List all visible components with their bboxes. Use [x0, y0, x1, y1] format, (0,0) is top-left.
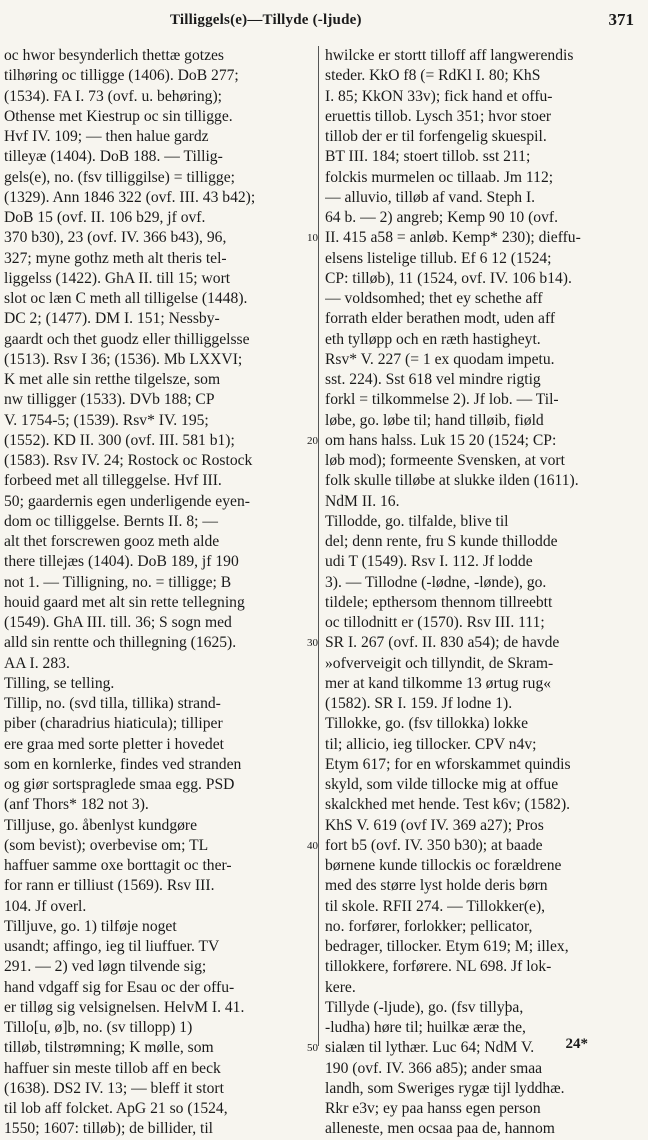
text-line: og giør sortspraglede smaa egg. PSD [4, 776, 235, 793]
text-line: oc tillodnitt er (1570). Rsv III. 111; [325, 614, 545, 631]
text-line: bedrager, tillocker. Etym 619; M; illex, [325, 938, 569, 955]
text-line: houid gaard met alt sin rette tellegning [4, 593, 245, 611]
text-line: for rann er tilliust (1569). Rsv III. [4, 877, 215, 895]
text-line: usandt; affingo, ieg til liuffuer. TV [4, 938, 220, 955]
text-line: Tillip, no. (svd tilla, tillika) strand- [4, 695, 221, 712]
text-line: — voldsomhed; thet ey schethe aff [325, 290, 543, 307]
text-line: there tillejæs (1404). DoB 189, jf 190 [4, 553, 239, 571]
text-line: om hans halss. Luk 15 20 (1524; CP: [325, 431, 557, 449]
text-line: gels(e), no. (fsv tilliggilse) = tilligge; [4, 168, 235, 186]
text-line: dom oc tilliggelse. Bernts II. 8; — [4, 512, 218, 530]
text-line: oc hwor besynderlich thettæ gotzes [4, 47, 224, 64]
text-line: Rkr e3v; ey paa hanss egen person [325, 1100, 541, 1117]
text-line: Etym 617; for en wforskammet quindis [325, 755, 571, 773]
text-line: fort b5 (ovf. IV. 350 b30); at baade [325, 836, 543, 854]
text-line: BT III. 184; stoert tillob. sst 211; [325, 148, 531, 166]
text-line: haffuer sin meste tillob aff en beck [4, 1059, 221, 1077]
text-line: (1549). GhA III. till. 36; S sogn med [4, 614, 232, 631]
text-line: (anf Thors* 182 not 3). [4, 796, 149, 814]
text-line: ere graa med sorte pletter i hovedet [4, 735, 224, 753]
text-line: (1583). Rsv IV. 24; Rostock oc Rostock [4, 452, 253, 469]
text-line: sialæn til lythær. Luc 64; NdM V. [325, 1039, 535, 1057]
text-line: (1582). SR I. 159. Jf lodne 1). [325, 695, 513, 712]
text-line: Rsv* V. 227 (= 1 ex quodam impetu. [325, 350, 555, 368]
text-line: tilløb, tilstrømning; K mølle, som [4, 1039, 214, 1057]
text-line: 327; myne gothz meth alt theris tel- [4, 249, 227, 267]
left-column [4, 46, 306, 1140]
text-line: DoB 15 (ovf. II. 106 b29, jf ovf. [4, 209, 206, 226]
text-line: (som bevist); overbevise om; TL [4, 836, 209, 854]
text-line: KhS V. 619 (ovf IV. 369 a27); Pros [325, 816, 544, 834]
text-line: I. 85; KkON 33v); fick hand et offu- [325, 87, 553, 105]
text-line: (1552). KD II. 300 (ovf. III. 581 b1); [4, 431, 235, 449]
text-line: del; denn rente, fru S kunde thillodde [325, 533, 558, 550]
text-line: 104. Jf overl. [4, 897, 87, 915]
text-line: 1550; 1607: tilløb); de billider, til [4, 1120, 214, 1138]
text-line: Tillyde (-ljude), go. (fsv tillyþa, [325, 998, 524, 1016]
text-line: Tilljuse, go. åbenlyst kundgøre [4, 816, 198, 834]
text-line: steder. KkO f8 (= RdKl I. 80; KhS [325, 67, 541, 85]
text-line: »ofverveigit och tillyndit, de Skram- [325, 654, 554, 672]
text-line: nw tilligger (1533). DVb 188; CP [4, 391, 215, 409]
text-line: Tillodde, go. tilfalde, blive til [325, 512, 509, 530]
text-line: Tillo[u, ø]b, no. (sv tillopp) 1) [4, 1019, 193, 1036]
text-line: II. 415 a58 = anløb. Kemp* 230); dieffu- [325, 229, 581, 247]
text-line: tilhøring oc tilligge (1406). DoB 277; [4, 67, 239, 85]
text-line: folk skulle tilløbe at slukke ilden (1611). [325, 472, 579, 490]
text-line: skyld, som vilde tillocke mig at offue [325, 776, 559, 793]
text-line: tildele; epthersom thennom tillreebtt [325, 593, 553, 611]
line-number: 40 [307, 839, 318, 852]
text-line: gaardt och thet guodz eller thilliggelsse [4, 330, 250, 348]
text-line: tilleyæ (1404). DoB 188. — Tillig- [4, 148, 223, 166]
text-line: Hvf IV. 109; — then halue gardz [4, 128, 209, 145]
text-line: NdM II. 16. [325, 492, 400, 510]
column-divider [318, 46, 319, 1046]
text-line: Tillokke, go. (fsv tillokka) lokke [325, 715, 529, 733]
text-line: forkl = tilkommelse 2). Jf lob. — Til- [325, 391, 559, 409]
text-line: not 1. — Tilligning, no. = tilligge; B [4, 573, 232, 591]
text-line: løbe, go. løbe til; hand tilløib, fiøld [325, 411, 544, 429]
line-number: 10 [307, 232, 318, 245]
text-line: slot oc læn C meth all tilligelse (1448). [4, 290, 248, 307]
text-line: mer at kand tilkomme 13 ørtug rug« [325, 674, 552, 692]
page-number: 371 [608, 10, 634, 29]
running-title: Tilliggels(e)—Tillyde (-ljude) [170, 12, 362, 28]
text-line: alleneste, men ocsaa paa de, hannom [325, 1120, 555, 1138]
line-number: 50 [307, 1042, 318, 1055]
text-line: SR I. 267 (ovf. II. 830 a54); de havde [325, 634, 560, 652]
text-line: 64 b. — 2) angreb; Kemp 90 10 (ovf. [325, 209, 558, 226]
text-line: liggelss (1422). GhA II. till 15; wort [4, 269, 231, 287]
text-line: udi T (1549). Rsv I. 112. Jf lodde [325, 553, 533, 571]
text-line: AA I. 283. [4, 654, 70, 672]
text-line: 190 (ovf. IV. 366 a85); ander smaa [325, 1059, 543, 1077]
text-line: alld sin rentte och thillegning (1625). [4, 634, 237, 652]
text-line: er tilløg sig velsignelsen. HelvM I. 41. [4, 998, 245, 1016]
line-number: 30 [307, 637, 318, 650]
text-line: (1638). DS2 IV. 13; — bleff it stort [4, 1079, 224, 1097]
text-line: no. forfører, forlokker; pellicator, [325, 917, 533, 935]
text-line: — alluvio, tilløb af vand. Steph I. [325, 188, 536, 206]
text-line: som en kornlerke, findes ved stranden [4, 755, 242, 773]
text-line: folckis murmelen oc tillaab. Jm 112; [325, 168, 554, 186]
text-line: 370 b30), 23 (ovf. IV. 366 b43), 96, [4, 229, 227, 247]
text-line: til skole. RFII 274. — Tillokker(e), [325, 897, 546, 915]
text-line: alt thet forscrewen gooz meth alde [4, 533, 220, 550]
text-line: tillokkere, forførere. NL 698. Jf lok- [325, 958, 552, 976]
text-line: tillob der er til forfengelig skuespil. [325, 128, 547, 145]
text-line: til; allicio, ieg tillocker. CPV n4v; [325, 735, 537, 753]
text-line: løb mod); formeente Svensken, at vort [325, 452, 565, 469]
text-line: haffuer samme oxe borttagit oc ther- [4, 857, 232, 874]
text-line: DC 2; (1477). DM I. 151; Nessby- [4, 310, 220, 328]
text-line: piber (charadrius hiaticula); tilliper [4, 715, 223, 733]
text-line: (1534). FA I. 73 (ovf. u. behøring); [4, 87, 222, 105]
text-line: eth tylløpp och en ræth hastigheyt. [325, 330, 541, 348]
text-line: 291. — 2) ved løgn tilvende sig; [4, 958, 207, 976]
right-column [325, 46, 637, 1140]
text-line: CP: tilløb), 11 (1524, ovf. IV. 106 b14). [325, 269, 572, 287]
text-line: 50; gaardernis egen underligende eyen- [4, 492, 250, 510]
text-line: 3). — Tillodne (-lødne, -lønde), go. [325, 573, 547, 591]
text-line: forbeed met all tilleggelse. Hvf III. [4, 472, 222, 490]
line-number: 20 [307, 434, 318, 447]
text-line: eruettis tillob. Lysch 351; hvor stoer [325, 107, 552, 125]
text-line: kere. [325, 978, 356, 996]
text-line: til lob aff folcket. ApG 21 so (1524, [4, 1100, 228, 1117]
text-line: hand vdgaff sig for Esau oc der offu- [4, 978, 235, 996]
text-line: elsens listelige tillub. Ef 6 12 (1524; [325, 249, 552, 267]
text-line: landh, som Sweriges rygæ tijl lyddhæ. [325, 1079, 565, 1097]
text-line: V. 1754-5; (1539). Rsv* IV. 195; [4, 411, 209, 429]
text-line: børnene kunde tillockis oc forældrene [325, 857, 562, 874]
signature-mark: 24* [565, 1036, 588, 1052]
text-line: Othense met Kiestrup oc sin tilligge. [4, 107, 233, 125]
page-header [0, 10, 648, 36]
text-line: (1513). Rsv I 36; (1536). Mb LXXVI; [4, 350, 243, 368]
text-line: Tilljuve, go. 1) tilføje noget [4, 917, 177, 935]
text-line: skalckhed met hende. Test k6v; (1582). [325, 796, 571, 814]
text-line: (1329). Ann 1846 322 (ovf. III. 43 b42); [4, 188, 256, 206]
text-line: -ludha) høre til; huilkæ æræ the, [325, 1019, 526, 1036]
text-line: forrath elder berathen modt, uden aff [325, 310, 556, 328]
text-line: K met alle sin retthe tilgelsze, som [4, 371, 221, 388]
text-line: sst. 224). Sst 618 vel mindre rigtig [325, 371, 541, 388]
text-line: Tilling, se telling. [4, 674, 115, 692]
text-line: hwilcke er stortt tilloff aff langwerendis [325, 47, 574, 64]
text-line: med des større lyst holde deris børn [325, 877, 548, 895]
